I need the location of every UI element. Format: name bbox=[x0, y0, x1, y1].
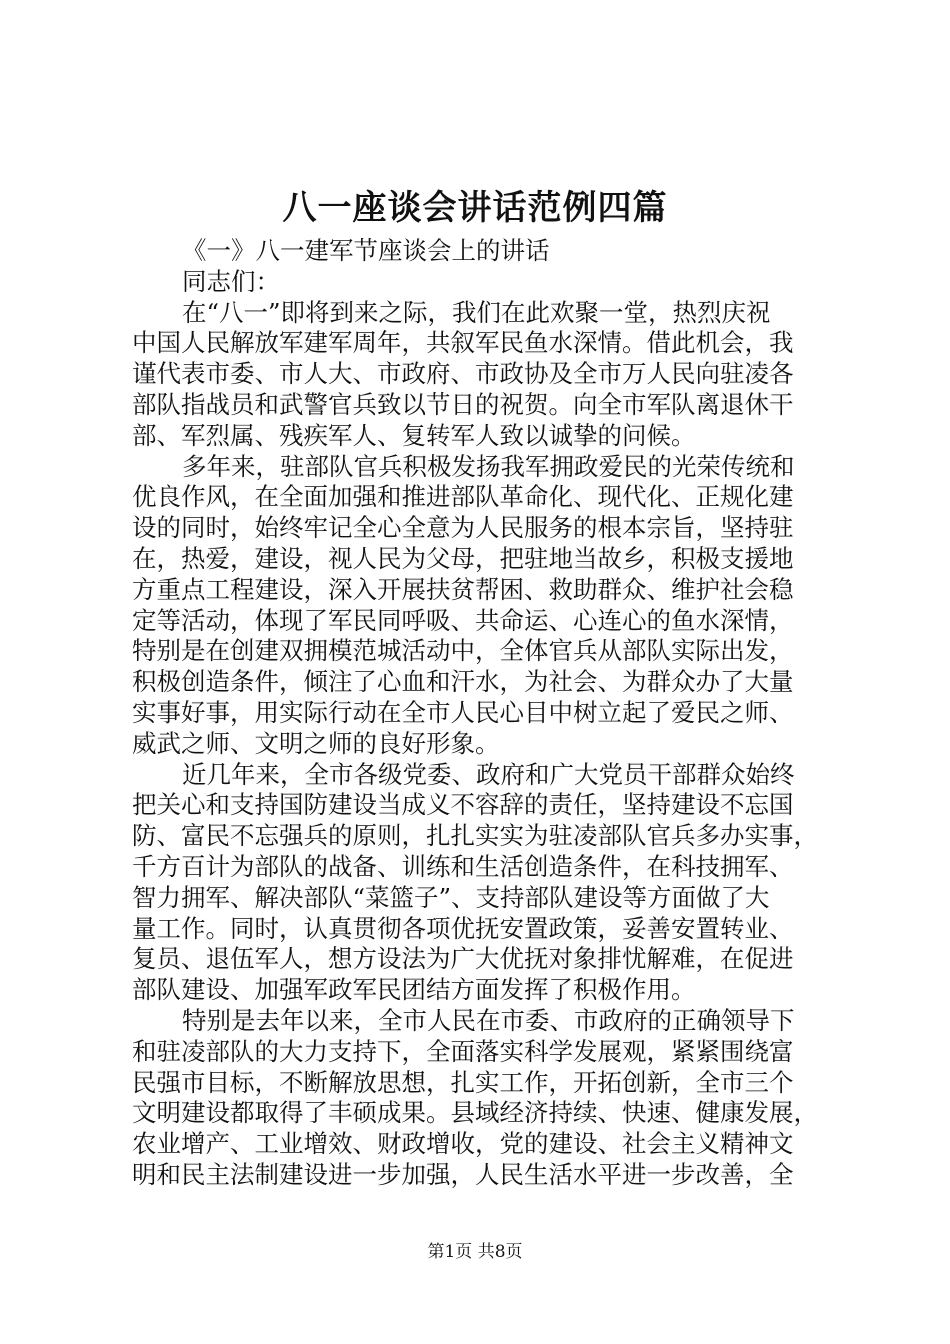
salutation: 同志们： bbox=[182, 266, 280, 296]
paragraph-line: 部队建设、加强军政军民团结方面发挥了积极作用。 bbox=[132, 975, 696, 1005]
paragraph-line: 特别是在创建双拥模范城活动中，全体官兵从部队实际出发， bbox=[132, 636, 794, 666]
paragraph-line: 部队指战员和武警官兵致以节日的祝贺。向全市军队离退休干 bbox=[132, 389, 794, 419]
paragraph-line: 积极创造条件，倾注了心血和汗水，为社会、为群众办了大量 bbox=[132, 667, 794, 697]
paragraph-line: 在，热爱，建设，视人民为父母，把驻地当故乡，积极支援地 bbox=[132, 543, 794, 573]
section-heading: 《一》八一建军节座谈会上的讲话 bbox=[182, 236, 550, 265]
paragraph-line: 谨代表市委、市人大、市政府、市政协及全市万人民向驻凌各 bbox=[132, 359, 794, 389]
paragraph-line: 把关心和支持国防建设当成义不容辞的责任，坚持建设不忘国 bbox=[132, 790, 794, 820]
paragraph-line: 实事好事，用实际行动在全市人民心目中树立起了爱民之师、 bbox=[132, 697, 794, 727]
paragraph-line: 特别是去年以来，全市人民在市委、市政府的正确领导下 bbox=[182, 1005, 795, 1035]
paragraph-line: 方重点工程建设，深入开展扶贫帮困、救助群众、维护社会稳 bbox=[132, 574, 794, 604]
paragraph-line: 近几年来，全市各级党委、政府和广大党员干部群众始终 bbox=[182, 759, 795, 789]
paragraph-line: 在“八一”即将到来之际，我们在此欢聚一堂，热烈庆祝 bbox=[182, 297, 771, 327]
paragraph-line: 农业增产、工业增效、财政增收，党的建设、社会主义精神文 bbox=[132, 1129, 794, 1159]
paragraph-line: 复员、退伍军人，想方设法为广大优抚对象排忧解难，在促进 bbox=[132, 944, 794, 974]
paragraph-line: 威武之师、文明之师的良好形象。 bbox=[132, 728, 500, 758]
paragraph-line: 文明建设都取得了丰硕成果。县域经济持续、快速、健康发展， bbox=[132, 1098, 818, 1128]
paragraph-line: 明和民主法制建设进一步加强，人民生活水平进一步改善，全 bbox=[132, 1159, 794, 1189]
paragraph-line: 中国人民解放军建军周年，共叙军民鱼水深情。借此机会，我 bbox=[132, 328, 794, 358]
paragraph-line: 部、军烈属、残疾军人、复转军人致以诚挚的问候。 bbox=[132, 420, 696, 450]
paragraph-line: 优良作风，在全面加强和推进部队革命化、现代化、正规化建 bbox=[132, 482, 794, 512]
document-title: 八一座谈会讲话范例四篇 bbox=[282, 188, 668, 228]
page-footer: 第1页 共8页 bbox=[427, 1242, 523, 1262]
paragraph-line: 民强市目标，不断解放思想，扎实工作，开拓创新，全市三个 bbox=[132, 1067, 794, 1097]
paragraph-line: 和驻凌部队的大力支持下，全面落实科学发展观，紧紧围绕富 bbox=[132, 1036, 794, 1066]
paragraph-line: 防、富民不忘强兵的原则，扎扎实实为驻凌部队官兵多办实事， bbox=[132, 821, 818, 851]
paragraph-line: 智力拥军、解决部队“菜篮子”、支持部队建设等方面做了大 bbox=[132, 882, 770, 912]
paragraph-line: 千方百计为部队的战备、训练和生活创造条件，在科技拥军、 bbox=[132, 851, 794, 881]
paragraph-line: 设的同时，始终牢记全心全意为人民服务的根本宗旨，坚持驻 bbox=[132, 513, 794, 543]
paragraph-line: 定等活动，体现了军民同呼吸、共命运、心连心的鱼水深情， bbox=[132, 605, 794, 635]
paragraph-line: 多年来，驻部队官兵积极发扬我军拥政爱民的光荣传统和 bbox=[182, 451, 795, 481]
document-body bbox=[132, 236, 832, 1191]
paragraph-line: 量工作。同时，认真贯彻各项优抚安置政策，妥善安置转业、 bbox=[132, 913, 794, 943]
